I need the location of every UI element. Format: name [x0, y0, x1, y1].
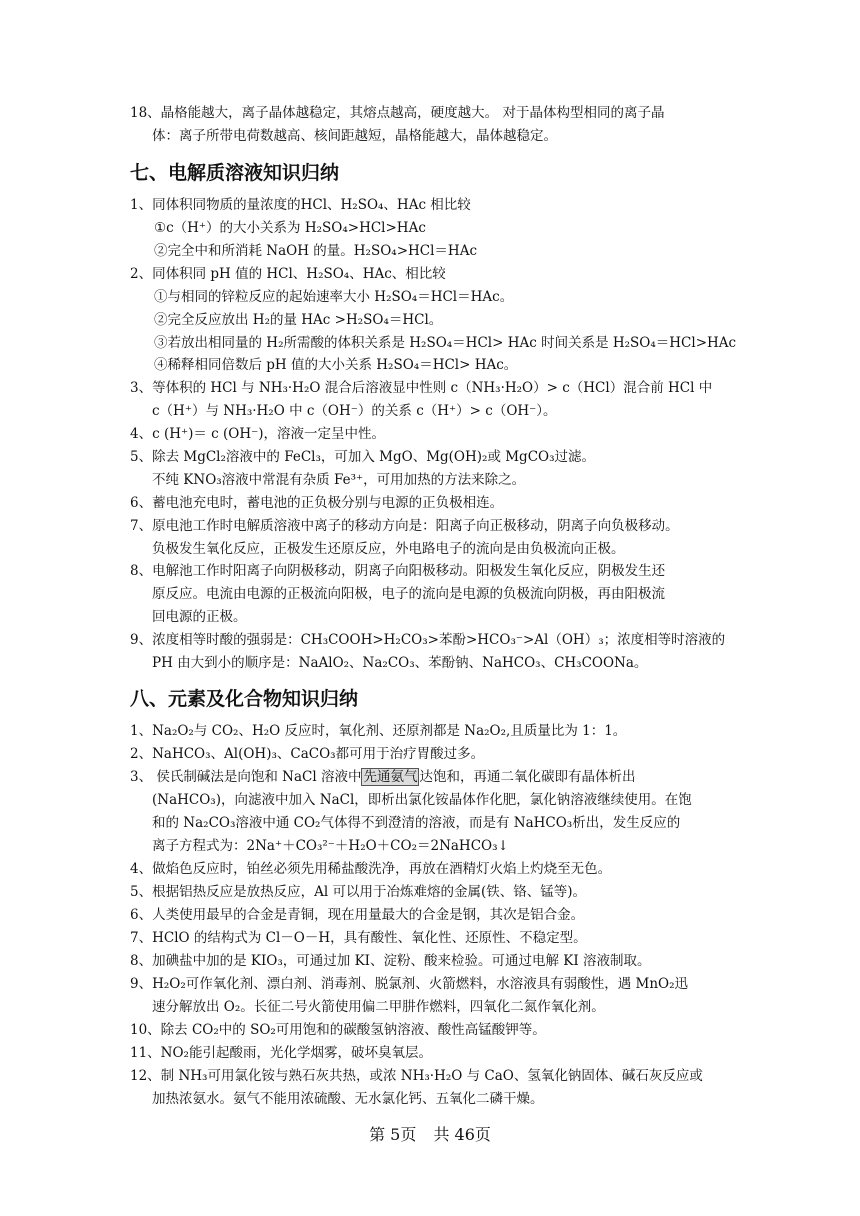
element-item-2: 2、NaHCO₃、Al(OH)₃、CaCO₃都可用于治疗胃酸过多。	[130, 746, 485, 762]
item-18-line-2: 体：离子所带电荷数越高、核间距越短，晶格能越大，晶体越稳定。	[152, 128, 557, 144]
item-2-sub-2: ②完全反应放出 H₂的量 HAc >H₂SO₄＝HCl。	[154, 312, 443, 328]
element-item-1: 1、Na₂O₂与 CO₂、H₂O 反应时，氧化剂、还原剂都是 Na₂O₂,且质量比为 1：1。	[130, 723, 627, 739]
element-item-5: 5、根据铝热反应是放热反应，Al 可以用于冶炼难熔的金属(铁、铬、锰等)。	[130, 884, 586, 900]
page-footer	[0, 1124, 860, 1146]
element-item-9-line-1: 9、H₂O₂可作氧化剂、漂白剂、消毒剂、脱氯剂、火箭燃料，水溶液具有弱酸性，遇 MnO₂迅	[130, 976, 689, 992]
element-item-3-text-b: 达饱和，再通二氧化碳即有晶体析出	[419, 769, 636, 785]
item-9-line-1: 9、浓度相等时酸的强弱是：CH₃COOH>H₂CO₃>苯酚>HCO₃⁻>Al（OH）₃；浓度相等时溶液的	[130, 632, 726, 648]
item-7-line-1: 7、原电池工作时电解质溶液中离子的移动方向是：阳离子向正极移动，阴离子向负极移动。	[130, 518, 679, 534]
item-1-heading: 1、同体积同物质的量浓度的HCl、H₂SO₄、HAc 相比较	[130, 197, 471, 213]
element-item-8: 8、加碘盐中加的是 KIO₃，可通过加 KI、淀粉、酸来检验。可通过电解 KI 溶液制取。	[130, 953, 651, 969]
item-2-sub-1: ①与相同的锌粒反应的起始速率大小 H₂SO₄＝HCl＝HAc。	[154, 289, 514, 305]
item-1-sub-2: ②完全中和所消耗 NaOH 的量。H₂SO₄>HCl＝HAc	[154, 243, 478, 259]
element-item-3-text-a: 3、 侯氏制碱法是向饱和 NaCl 溶液中	[130, 769, 362, 785]
section-heading-7: 七、电解质溶液知识归纳	[130, 162, 340, 184]
item-8-line-1: 8、电解池工作时阳离子向阴极移动，阴离子向阳极移动。阳极发生氧化反应，阴极发生还	[130, 563, 666, 579]
highlighted-text[interactable]: 先通氨气	[363, 769, 418, 785]
item-9-line-2: PH 由大到小的顺序是：NaAlO₂、Na₂CO₃、苯酚钠、NaHCO₃、CH₃COONa。	[152, 655, 648, 671]
item-5-line-1: 5、除去 MgCl₂溶液中的 FeCl₃，可加入 MgO、Mg(OH)₂或 MgCO₃过滤。	[130, 449, 596, 465]
item-2-sub-4: ④稀释相同倍数后 pH 值的大小关系 H₂SO₄＝HCl> HAc。	[154, 357, 518, 373]
element-item-9-line-2: 速分解放出 O₂。长征二号火箭使用偏二甲肼作燃料，四氧化二氮作氧化剂。	[152, 999, 605, 1015]
item-7-line-2: 负极发生氧化反应，正极发生还原反应，外电路电子的流向是由负极流向正极。	[152, 541, 625, 557]
element-item-10: 10、除去 CO₂中的 SO₂可用饱和的碳酸氢钠溶液、酸性高锰酸钾等。	[130, 1022, 546, 1038]
section-heading-8: 八、元素及化合物知识归纳	[130, 688, 359, 710]
element-item-3-line-1	[130, 768, 635, 786]
item-2-sub-3: ③若放出相同量的 H₂所需酸的体积关系是 H₂SO₄＝HCl> HAc 时间关系是 H₂SO₄＝HCl>HAc	[154, 335, 737, 351]
item-5-line-2: 不纯 KNO₃溶液中常混有杂质 Fe³⁺，可用加热的方法来除之。	[152, 472, 526, 488]
element-item-11: 11、NO₂能引起酸雨，光化学烟雾，破坏臭氧层。	[130, 1045, 432, 1061]
total-pages: 共 46页	[433, 1125, 491, 1144]
item-3-line-1: 3、等体积的 HCl 与 NH₃·H₂O 混合后溶液显中性则 c（NH₃·H₂O）> c（HCl）混合前 HCl 中	[130, 380, 713, 396]
element-item-6: 6、人类使用最早的合金是青铜，现在用量最大的合金是钢，其次是铝合金。	[130, 907, 585, 923]
item-8-line-2: 原反应。电流由电源的正极流向阳极，电子的流向是电源的负极流向阴极，再由阳极流	[152, 586, 665, 602]
item-3-line-2: c（H⁺）与 NH₃·H₂O 中 c（OH⁻）的关系 c（H⁺）> c（OH⁻）。	[152, 403, 557, 419]
item-18-line-1: 18、晶格能越大，离子晶体越稳定，其熔点越高，硬度越大。 对于晶体构型相同的离子晶	[130, 105, 665, 121]
element-item-3-line-4: 离子方程式为：2Na⁺＋CO₃²⁻＋H₂O＋CO₂＝2NaHCO₃↓	[152, 838, 509, 854]
element-item-12-line-2: 加热浓氨水。氨气不能用浓硫酸、无水氯化钙、五氧化二磷干燥。	[152, 1091, 544, 1107]
element-item-7: 7、HClO 的结构式为 Cl－O－H，具有酸性、氧化性、还原性、不稳定型。	[130, 930, 587, 946]
page-number: 第 5页	[369, 1125, 417, 1144]
element-item-4: 4、做焰色反应时，铂丝必须先用稀盐酸洗净，再放在酒精灯火焰上灼烧至无色。	[130, 861, 612, 877]
item-6: 6、蓄电池充电时，蓄电池的正负极分别与电源的正负极相连。	[130, 495, 504, 511]
item-2-heading: 2、同体积同 pH 值的 HCl、H₂SO₄、HAc、相比较	[130, 266, 446, 282]
item-1-sub-1: ①c（H⁺）的大小关系为 H₂SO₄>HCl>HAc	[154, 220, 426, 236]
element-item-3-line-2: (NaHCO₃)，向滤液中加入 NaCl，即析出氯化铵晶体作化肥，氯化钠溶液继续使用。在饱	[152, 792, 692, 808]
element-item-3-line-3: 和的 Na₂CO₃溶液中通 CO₂气体得不到澄清的溶液，而是有 NaHCO₃析出，发生反应的	[152, 815, 681, 831]
item-8-line-3: 回电源的正极。	[152, 609, 247, 625]
element-item-12-line-1: 12、制 NH₃可用氯化铵与熟石灰共热，或浓 NH₃·H₂O 与 CaO、氢氧化钠固体、碱石灰反应或	[130, 1068, 703, 1084]
item-4: 4、c (H⁺)＝ c (OH⁻)，溶液一定呈中性。	[130, 426, 386, 442]
